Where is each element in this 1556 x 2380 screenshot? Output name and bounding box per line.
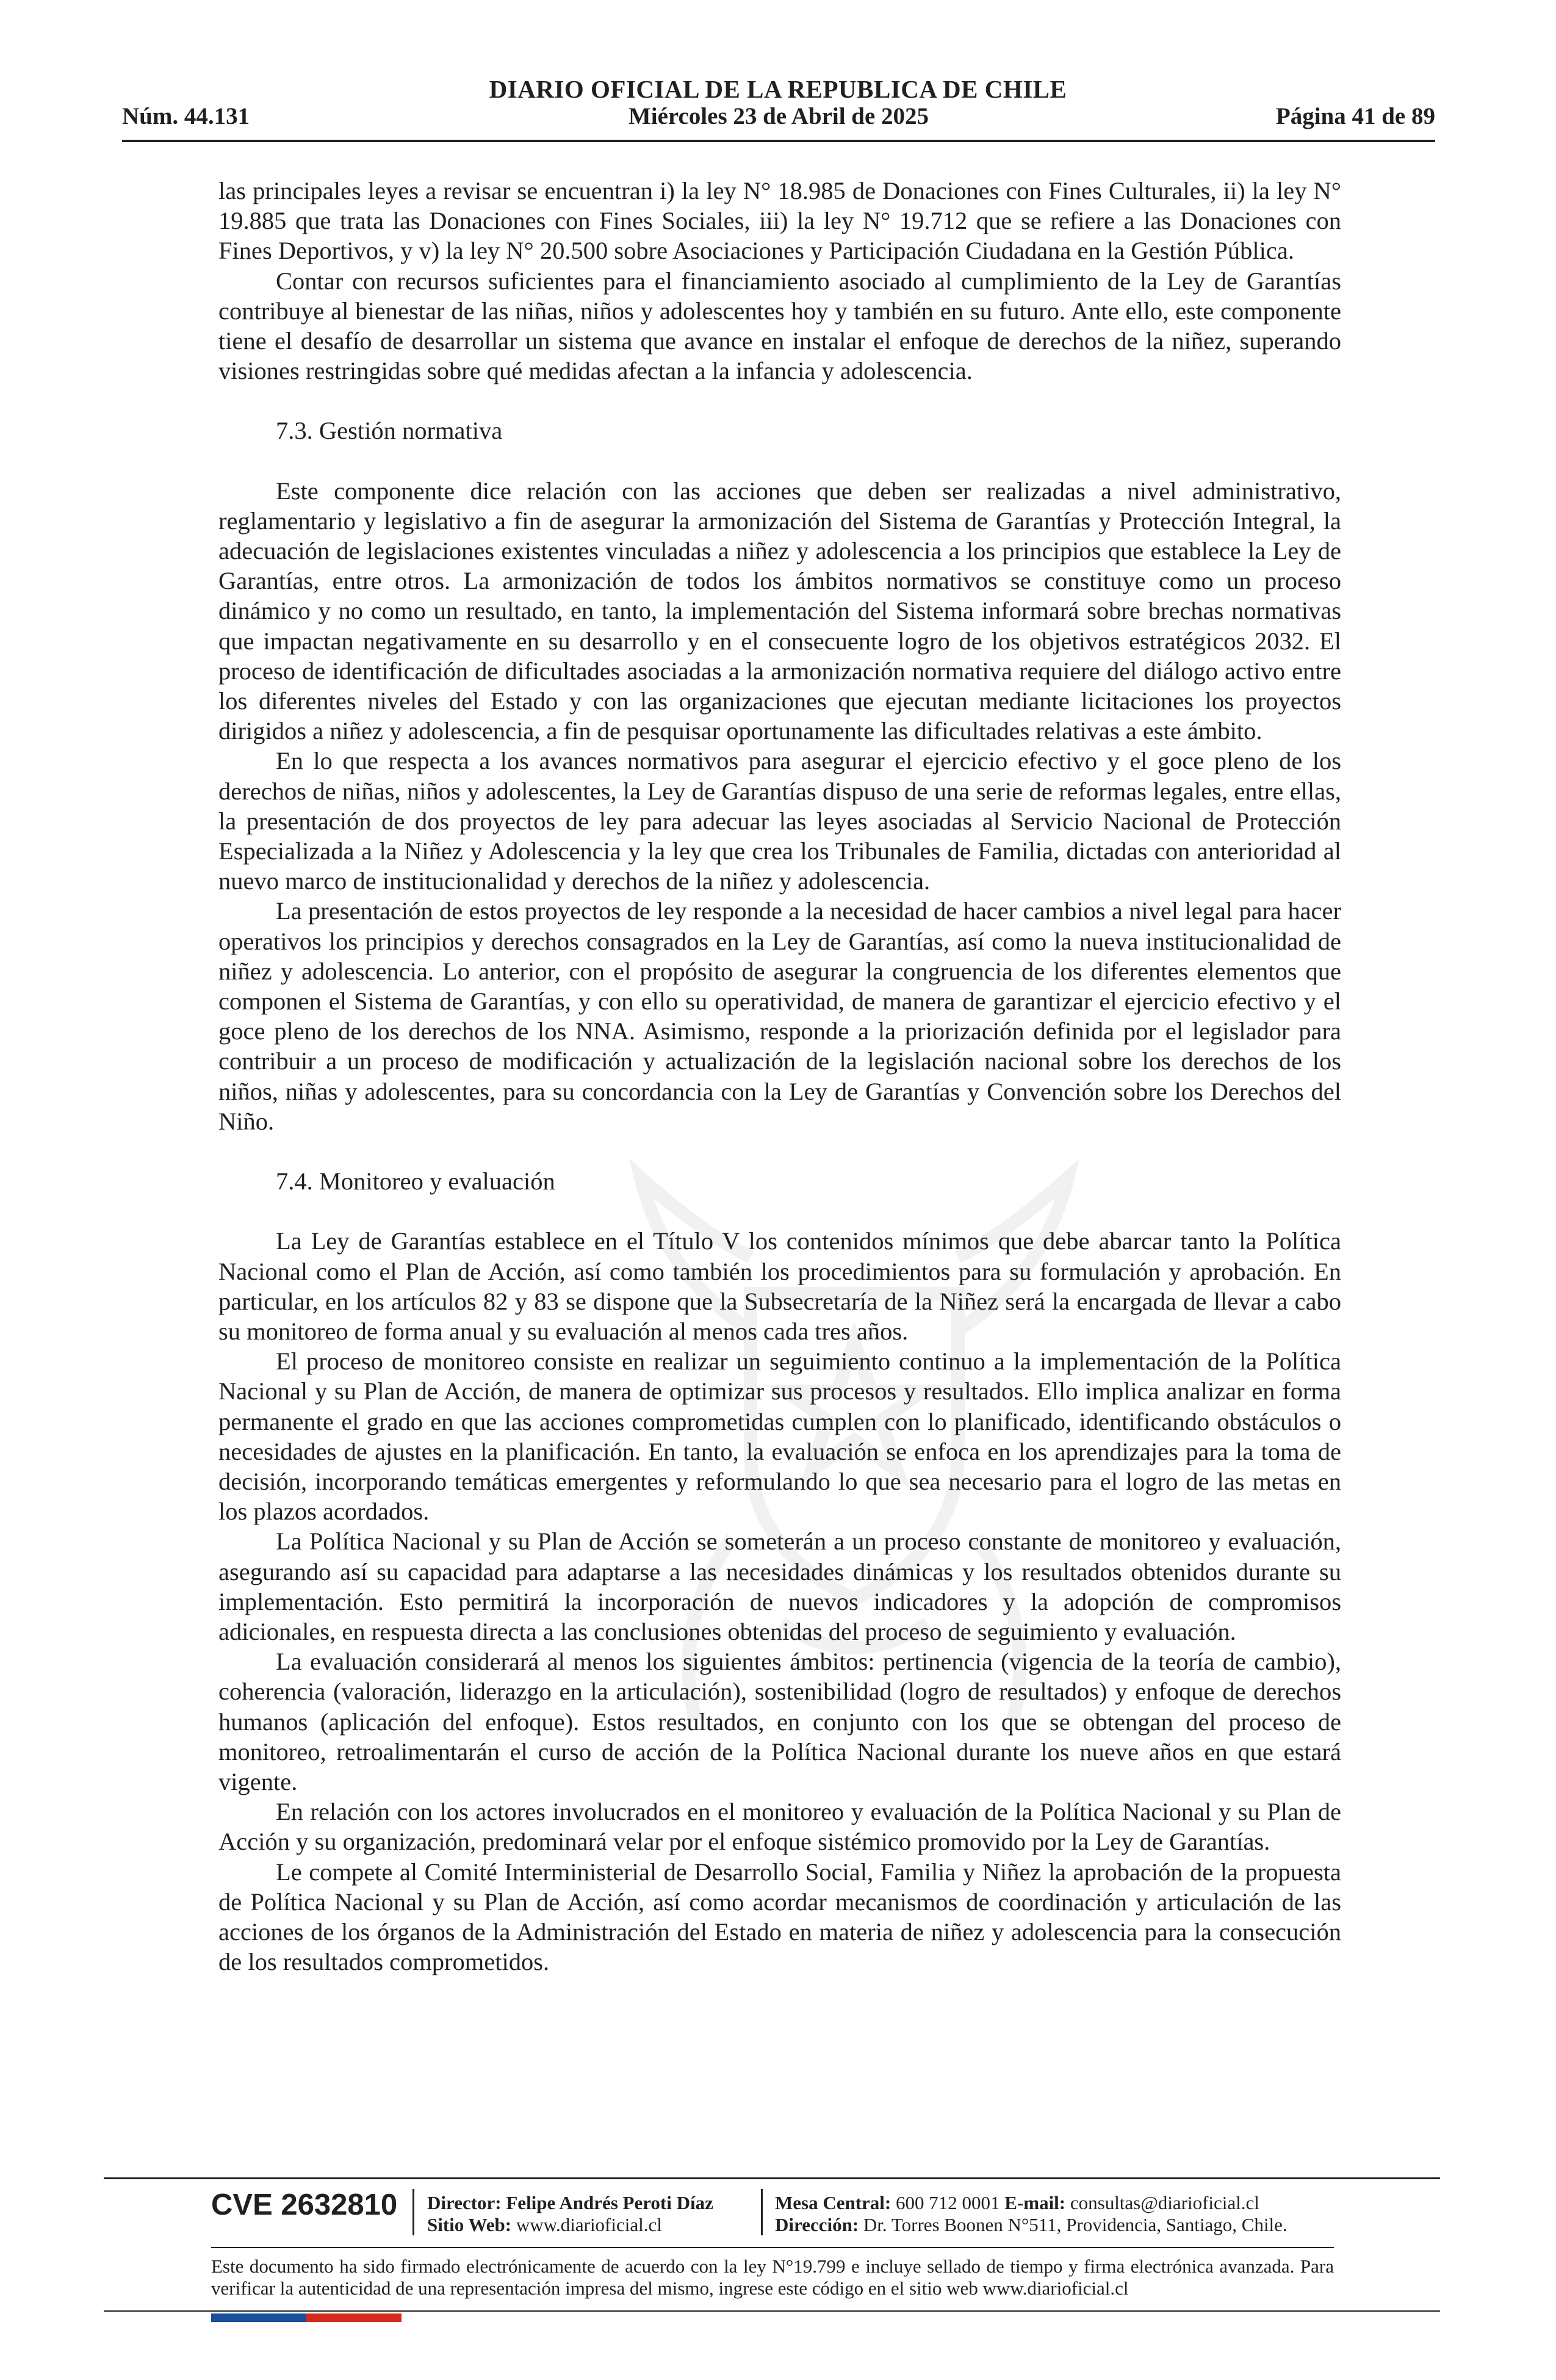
email-link[interactable]: consultas@diarioficial.cl — [1070, 2192, 1259, 2213]
email-label: E-mail: — [1004, 2192, 1066, 2213]
paragraph: Le compete al Comité Interministerial de Desarrollo Social, Familia y Niñez la aprobación de la propuesta de Política Nacional y su Plan de Acción, así como acordar mecanismos de coordinación y articulación de las acciones de los órganos de la Administración del Estado en materia de niñez y adolescencia para la consecución de los resultados comprometidos. — [218, 1858, 1341, 1976]
paragraph: La presentación de estos proyectos de ley responde a la necesidad de hacer cambios a nivel legal para hacer operativos los principios y derechos consagrados en la Ley de Garantías, así como la nueva institucionalidad de niñez y adolescencia. Lo anterior, con el propósito de asegurar la congruencia de los diferentes elementos que componen el Sistema de Garantías, y con ello su operatividad, de manera de garantizar el ejercicio efectivo y el goce pleno de los derechos de los NNA. Asimismo, responde a la priorización definida por el legislador para contribuir a un proceso de modificación y actualización de la legislación nacional sobre los derechos de los niños, niñas y adolescentes, para su concordancia con la Ley de Garantías y Convención sobre los Derechos del Niño. — [218, 897, 1341, 1135]
address-value: Dr. Torres Boonen N°511, Providencia, Santiago, Chile. — [863, 2214, 1288, 2235]
footer-divider-top — [104, 2177, 1440, 2179]
site-label: Sitio Web: — [427, 2214, 512, 2235]
phone-value: 600 712 0001 — [896, 2192, 1000, 2213]
paragraph: El proceso de monitoreo consiste en realizar un seguimiento continuo a la implementación de la Política Nacional y su Plan de Acción, de manera de optimizar sus procesos y resultados. Ello implica analizar en forma permanente el grado en que las acciones comprometidas cumplen con lo planificado, identificando obstáculos o necesidades de ajustes en la planificación. En tanto, la evaluación se enfoca en los aprendizajes para la toma de decisión, incorporando temáticas emergentes y reformulando lo que sea necesario para el logro de las metas en los plazos acordados. — [218, 1347, 1341, 1526]
director-label: Director: — [427, 2192, 502, 2213]
paragraph: La evaluación considerará al menos los siguientes ámbitos: pertinencia (vigencia de la teoría de cambio), coherencia (valoración, liderazgo en la articulación), sostenibilidad (logro de resultados) y enfoque de derechos humanos (aplicación del enfoque). Estos resultados, en conjunto con los que se obtengan del proceso de monitoreo, retroalimentarán el curso de acción de la Política Nacional durante los nueve años en que estará vigente. — [218, 1648, 1341, 1795]
chile-flag-stripe — [211, 2313, 402, 2322]
footer-director-block — [427, 2192, 713, 2236]
footer-separator — [761, 2189, 763, 2235]
footer-contact-block — [775, 2192, 1288, 2236]
site-link[interactable]: www.diarioficial.cl — [516, 2214, 662, 2235]
article-body — [218, 176, 1341, 1977]
issue-date: Miércoles 23 de Abril de 2025 — [628, 103, 929, 129]
flag-blue-segment — [211, 2313, 306, 2322]
paragraph: las principales leyes a revisar se encuentran i) la ley N° 18.985 de Donaciones con Fines Culturales, ii) la ley N° 19.885 que trata las Donaciones con Fines Sociales, iii) la ley N° 19.712 que se refiere a las Donaciones con Fines Deportivos, y v) la ley N° 20.500 sobre Asociaciones y Participación Ciudadana en la Gestión Pública. — [218, 177, 1341, 265]
paragraph: Contar con recursos suficientes para el financiamiento asociado al cumplimiento de la Ley de Garantías contribuye al bienestar de las niñas, niños y adolescentes hoy y también en su futuro. Ante ello, este componente tiene el desafío de desarrollar un sistema que avance en instalar el enfoque de derechos de la niñez, superando visiones restringidas sobre qué medidas afectan a la infancia y adolescencia. — [218, 267, 1341, 385]
cve-code: CVE 2632810 — [211, 2188, 398, 2221]
signature-notice: Este documento ha sido firmado electrónicamente de acuerdo con la ley N°19.799 e incluye sellado de tiempo y firma electrónica avanzada. Para verificar la autenticidad de una representación impresa del mismo, ingrese este código en el sitio web www.diarioficial.cl — [211, 2256, 1334, 2299]
footer-separator — [412, 2189, 414, 2235]
newspaper-title: DIARIO OFICIAL DE LA REPUBLICA DE CHILE — [489, 75, 1067, 103]
paragraph: En relación con los actores involucrados en el monitoreo y evaluación de la Política Nacional y su Plan de Acción y su organización, predominará velar por el enfoque sistémico promovido por la Ley de Garantías. — [218, 1798, 1341, 1856]
phone-label: Mesa Central: — [775, 2192, 891, 2213]
paragraph: La Ley de Garantías establece en el Título V los contenidos mínimos que debe abarcar tanto la Política Nacional como el Plan de Acción, así como también los procedimientos para su formulación y aprobación. En particular, en los artículos 82 y 83 se dispone que la Subsecretaría de la Niñez será la encargada de llevar a cabo su monitoreo de forma anual y su evaluación al menos cada tres años. — [218, 1227, 1341, 1345]
flag-red-segment — [306, 2313, 402, 2322]
footer-divider-middle — [211, 2247, 1334, 2248]
header-divider — [122, 140, 1435, 142]
section-heading-monitoreo-evaluacion: 7.4. Monitoreo y evaluación — [276, 1167, 555, 1195]
paragraph: La Política Nacional y su Plan de Acción se someterán a un proceso constante de monitoreo y evaluación, asegurando así su capacidad para adaptarse a las necesidades dinámicas y los resultados obtenidos durante su implementación. Esto permitirá la incorporación de nuevos indicadores y la adopción de compromisos adicionales, en respuesta directa a las conclusiones obtenidas del proceso de seguimiento y evaluación. — [218, 1527, 1341, 1645]
address-label: Dirección: — [775, 2214, 859, 2235]
section-heading-gestion-normativa: 7.3. Gestión normativa — [276, 417, 503, 445]
footer-divider-bottom — [104, 2310, 1440, 2312]
director-name: Felipe Andrés Peroti Díaz — [506, 2192, 713, 2213]
issue-number: Núm. 44.131 — [122, 103, 250, 129]
paragraph: Este componente dice relación con las acciones que deben ser realizadas a nivel administrativo, reglamentario y legislativo a fin de asegurar la armonización del Sistema de Garantías y Protección Integral, la adecuación de legislaciones existentes vinculadas a niñez y adolescencia a los principios que establece la Ley de Garantías, entre otros. La armonización de todos los ámbitos normativos se constituye como un proceso dinámico y no como un resultado, en tanto, la implementación del Sistema informará sobre brechas normativas que impactan negativamente en su desarrollo y en el consecuente logro de los objetivos estratégicos 2032. El proceso de identificación de dificultades asociadas a la armonización normativa requiere del diálogo activo entre los diferentes niveles del Estado y con las organizaciones que ejecutan mediante licitaciones los proyectos dirigidos a niñez y adolescencia, a fin de pesquisar oportunamente las dificultades relativas a este ámbito. — [218, 477, 1341, 745]
page-number: Página 41 de 89 — [1275, 103, 1435, 129]
paragraph: En lo que respecta a los avances normativos para asegurar el ejercicio efectivo y el goce pleno de los derechos de niñas, niños y adolescentes, la Ley de Garantías dispuso de una serie de reformas legales, entre ellas, la presentación de dos proyectos de ley para adecuar las leyes asociadas al Servicio Nacional de Protección Especializada a la Niñez y Adolescencia y la ley que crea los Tribunales de Familia, dictadas con anterioridad al nuevo marco de institucionalidad y derechos de la niñez y adolescencia. — [218, 747, 1341, 895]
